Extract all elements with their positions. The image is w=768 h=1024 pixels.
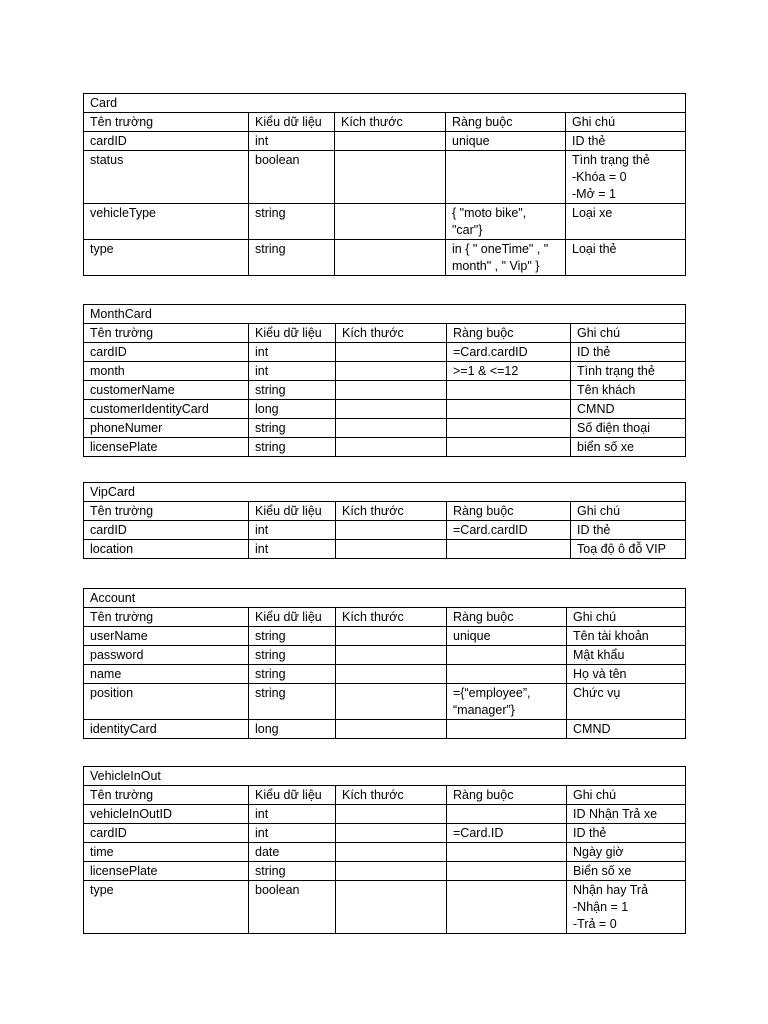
- size-cell: [336, 343, 447, 362]
- data-type-cell: string: [249, 204, 335, 240]
- field-name-cell: vehicleInOutID: [84, 805, 249, 824]
- size-cell: [336, 540, 447, 559]
- note-cell: Loại thẻ: [566, 240, 686, 276]
- field-name-cell: identityCard: [84, 720, 249, 739]
- table-row: [84, 343, 686, 362]
- table-row: [84, 204, 686, 240]
- data-type-cell: long: [249, 400, 336, 419]
- constraint-cell: ={“employee”, “manager”}: [447, 684, 567, 720]
- constraint-cell: [446, 151, 566, 204]
- size-cell: [336, 362, 447, 381]
- field-name-cell: type: [84, 881, 249, 934]
- constraint-cell: in { " oneTime" , " month" , " Vip" }: [446, 240, 566, 276]
- header-cell: Kiểu dữ liệu: [249, 324, 336, 343]
- size-cell: [336, 438, 447, 457]
- field-name-cell: cardID: [84, 824, 249, 843]
- header-cell: Kích thước: [336, 502, 447, 521]
- header-cell: Kích thước: [336, 608, 447, 627]
- field-name-cell: name: [84, 665, 249, 684]
- header-cell: Kiểu dữ liệu: [249, 502, 336, 521]
- data-type-cell: string: [249, 240, 335, 276]
- constraint-cell: unique: [446, 132, 566, 151]
- note-cell: Số điện thoại: [571, 419, 686, 438]
- table-row: [84, 824, 686, 843]
- monthcard-table: [83, 304, 686, 457]
- note-cell: CMND: [571, 400, 686, 419]
- header-cell: Tên trường: [84, 608, 249, 627]
- size-cell: [336, 521, 447, 540]
- note-cell: Tên tài khoản: [567, 627, 686, 646]
- header-cell: Kích thước: [336, 786, 447, 805]
- size-cell: [336, 805, 447, 824]
- data-type-cell: int: [249, 132, 335, 151]
- field-name-cell: type: [84, 240, 249, 276]
- size-cell: [336, 400, 447, 419]
- data-type-cell: string: [249, 438, 336, 457]
- constraint-cell: [447, 843, 567, 862]
- note-cell: Chức vụ: [567, 684, 686, 720]
- constraint-cell: [447, 400, 571, 419]
- table-row: [84, 646, 686, 665]
- table-row: [84, 843, 686, 862]
- header-cell: Tên trường: [84, 113, 249, 132]
- table-row: [84, 362, 686, 381]
- field-name-cell: customerIdentityCard: [84, 400, 249, 419]
- data-type-cell: int: [249, 343, 336, 362]
- header-row: [84, 608, 686, 627]
- constraint-cell: { "moto bike", "car"}: [446, 204, 566, 240]
- constraint-cell: [447, 805, 567, 824]
- size-cell: [336, 381, 447, 400]
- constraint-cell: [447, 720, 567, 739]
- field-name-cell: cardID: [84, 132, 249, 151]
- account-table: [83, 588, 686, 739]
- size-cell: [336, 720, 447, 739]
- table-row: [84, 881, 686, 934]
- note-cell: Loại xe: [566, 204, 686, 240]
- field-name-cell: cardID: [84, 521, 249, 540]
- size-cell: [336, 843, 447, 862]
- field-name-cell: location: [84, 540, 249, 559]
- note-cell: Họ và tên: [567, 665, 686, 684]
- constraint-cell: =Card.ID: [447, 824, 567, 843]
- constraint-cell: [447, 381, 571, 400]
- field-name-cell: month: [84, 362, 249, 381]
- table-row: [84, 665, 686, 684]
- data-type-cell: string: [249, 684, 336, 720]
- data-type-cell: boolean: [249, 151, 335, 204]
- header-cell: Ràng buộc: [447, 608, 567, 627]
- header-cell: Ràng buộc: [447, 786, 567, 805]
- note-cell: ID thẻ: [566, 132, 686, 151]
- field-name-cell: position: [84, 684, 249, 720]
- field-name-cell: phoneNumer: [84, 419, 249, 438]
- data-type-cell: string: [249, 646, 336, 665]
- field-name-cell: cardID: [84, 343, 249, 362]
- header-cell: Tên trường: [84, 502, 249, 521]
- size-cell: [336, 419, 447, 438]
- note-cell: ID Nhận Trả xe: [567, 805, 686, 824]
- table-row: [84, 419, 686, 438]
- table-row: [84, 400, 686, 419]
- constraint-cell: unique: [447, 627, 567, 646]
- note-cell: Biển số xe: [567, 862, 686, 881]
- constraint-cell: [447, 438, 571, 457]
- vipcard-table: [83, 482, 686, 559]
- size-cell: [335, 151, 446, 204]
- data-type-cell: int: [249, 540, 336, 559]
- header-cell: Ràng buộc: [447, 502, 571, 521]
- data-type-cell: long: [249, 720, 336, 739]
- note-cell: Tình trạng thẻ: [571, 362, 686, 381]
- table-row: [84, 862, 686, 881]
- header-row: [84, 324, 686, 343]
- data-type-cell: string: [249, 627, 336, 646]
- header-cell: Kích thước: [336, 324, 447, 343]
- table-row: [84, 540, 686, 559]
- note-cell: CMND: [567, 720, 686, 739]
- data-type-cell: int: [249, 805, 336, 824]
- field-name-cell: licensePlate: [84, 862, 249, 881]
- header-cell: Ghi chú: [566, 113, 686, 132]
- table-title: MonthCard: [84, 305, 686, 324]
- data-type-cell: string: [249, 381, 336, 400]
- header-cell: Kiểu dữ liệu: [249, 608, 336, 627]
- table-row: [84, 627, 686, 646]
- size-cell: [336, 881, 447, 934]
- table-title: VipCard: [84, 483, 686, 502]
- size-cell: [336, 627, 447, 646]
- size-cell: [336, 862, 447, 881]
- note-cell: Nhận hay Trả -Nhận = 1 -Trả = 0: [567, 881, 686, 934]
- constraint-cell: >=1 & <=12: [447, 362, 571, 381]
- header-cell: Ràng buộc: [447, 324, 571, 343]
- table-row: [84, 132, 686, 151]
- data-type-cell: int: [249, 521, 336, 540]
- table-row: [84, 805, 686, 824]
- table-title: Account: [84, 589, 686, 608]
- field-name-cell: vehicleType: [84, 204, 249, 240]
- data-type-cell: int: [249, 824, 336, 843]
- table-row: [84, 151, 686, 204]
- size-cell: [336, 824, 447, 843]
- card-table: [83, 93, 686, 276]
- table-row: [84, 720, 686, 739]
- size-cell: [335, 240, 446, 276]
- header-cell: Kiểu dữ liệu: [249, 113, 335, 132]
- table-row: [84, 381, 686, 400]
- note-cell: ID thẻ: [567, 824, 686, 843]
- data-type-cell: int: [249, 362, 336, 381]
- header-cell: Tên trường: [84, 786, 249, 805]
- note-cell: Toạ độ ô đỗ VIP: [571, 540, 686, 559]
- header-cell: Ghi chú: [571, 324, 686, 343]
- table-title: VehicleInOut: [84, 767, 686, 786]
- data-type-cell: string: [249, 862, 336, 881]
- field-name-cell: userName: [84, 627, 249, 646]
- constraint-cell: [447, 419, 571, 438]
- size-cell: [336, 665, 447, 684]
- data-type-cell: string: [249, 665, 336, 684]
- field-name-cell: customerName: [84, 381, 249, 400]
- vehicleinout-table: [83, 766, 686, 934]
- header-cell: Ghi chú: [567, 786, 686, 805]
- table-row: [84, 521, 686, 540]
- size-cell: [336, 646, 447, 665]
- constraint-cell: [447, 862, 567, 881]
- header-cell: Ghi chú: [571, 502, 686, 521]
- constraint-cell: [447, 665, 567, 684]
- header-cell: Tên trường: [84, 324, 249, 343]
- note-cell: Ngày giờ: [567, 843, 686, 862]
- constraint-cell: [447, 881, 567, 934]
- header-row: [84, 786, 686, 805]
- note-cell: biển số xe: [571, 438, 686, 457]
- note-cell: ID thẻ: [571, 521, 686, 540]
- data-type-cell: date: [249, 843, 336, 862]
- constraint-cell: [447, 646, 567, 665]
- note-cell: ID thẻ: [571, 343, 686, 362]
- constraint-cell: =Card.cardID: [447, 521, 571, 540]
- constraint-cell: [447, 540, 571, 559]
- field-name-cell: status: [84, 151, 249, 204]
- data-type-cell: boolean: [249, 881, 336, 934]
- table-row: [84, 240, 686, 276]
- size-cell: [336, 684, 447, 720]
- header-row: [84, 113, 686, 132]
- table-row: [84, 438, 686, 457]
- header-cell: Kiểu dữ liệu: [249, 786, 336, 805]
- data-type-cell: string: [249, 419, 336, 438]
- header-row: [84, 502, 686, 521]
- note-cell: Tình trạng thẻ -Khóa = 0 -Mở = 1: [566, 151, 686, 204]
- field-name-cell: time: [84, 843, 249, 862]
- size-cell: [335, 204, 446, 240]
- constraint-cell: =Card.cardID: [447, 343, 571, 362]
- note-cell: Tên khách: [571, 381, 686, 400]
- header-cell: Kích thước: [335, 113, 446, 132]
- field-name-cell: licensePlate: [84, 438, 249, 457]
- note-cell: Mật khẩu: [567, 646, 686, 665]
- table-row: [84, 684, 686, 720]
- table-title: Card: [84, 94, 686, 113]
- header-cell: Ràng buộc: [446, 113, 566, 132]
- header-cell: Ghi chú: [567, 608, 686, 627]
- size-cell: [335, 132, 446, 151]
- field-name-cell: password: [84, 646, 249, 665]
